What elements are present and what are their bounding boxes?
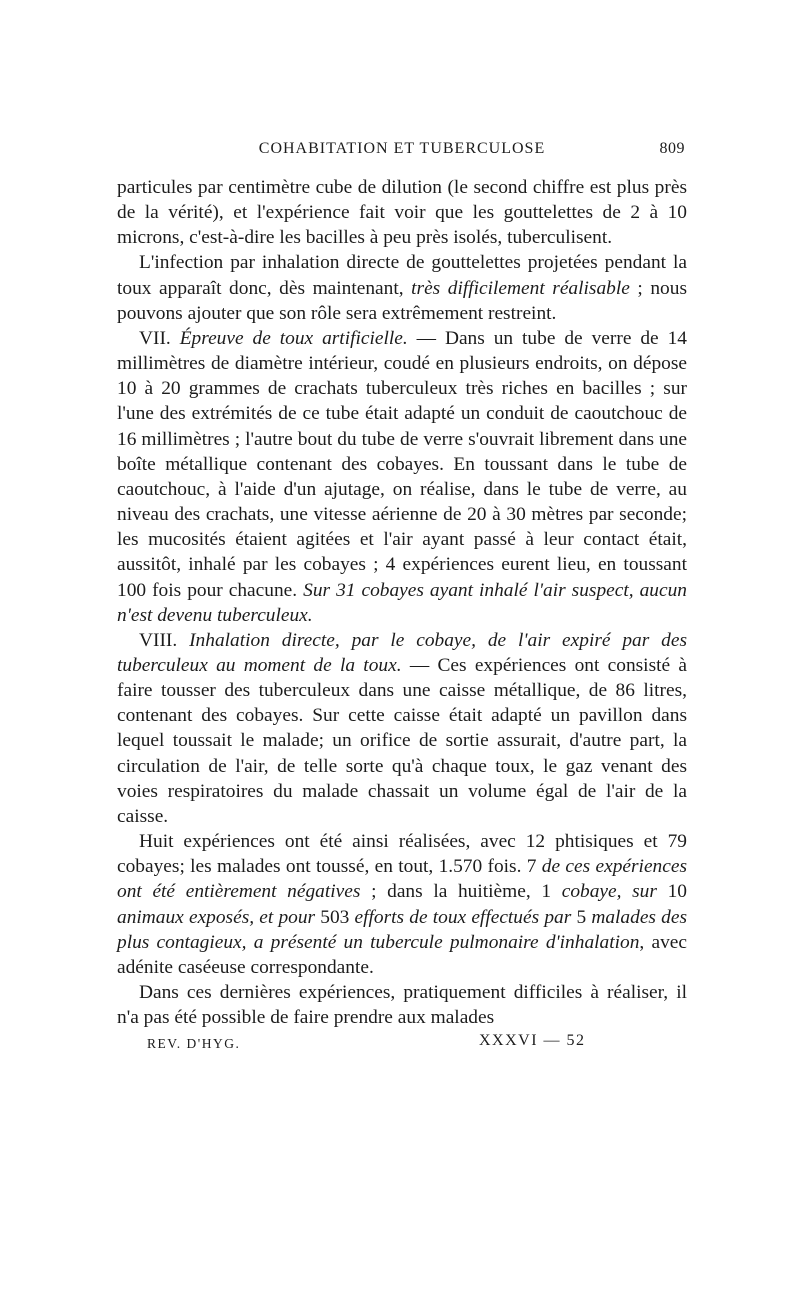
- body-text: [117, 175, 687, 1030]
- text-run: 5: [571, 906, 592, 928]
- text-run: , avec adénite caséeuse correspondante.: [117, 931, 687, 978]
- paragraph-results: [117, 829, 687, 980]
- italic-text: animaux exposés, et pour: [117, 906, 316, 928]
- text-run: 503: [315, 906, 355, 928]
- page: [117, 140, 687, 1056]
- volume-signature: XXXVI — 52: [479, 1032, 586, 1050]
- text-run: ; nous pouvons ajouter que son rôle sera extrêmement restreint.: [117, 277, 687, 324]
- text-run: L'infection par inhalation directe de gouttelettes projetées pendant la toux apparaît donc, dès maintenant,: [117, 252, 687, 299]
- italic-text: Inhalation directe, par le cobaye, de l'air expiré par des tuberculeux au moment de la toux.: [117, 629, 687, 676]
- italic-text: efforts de toux effectués par: [354, 906, 572, 928]
- page-footer: [117, 1032, 687, 1056]
- italic-text: cobaye, sur: [561, 881, 657, 903]
- text-run: particules par centimètre cube de dilution (le second chiffre est plus près de la vérité), et l'expérience fait voir que les gouttelettes de 2 à 10 microns, c'est-à-dire les bacilles à peu près isolés, tuberculisent.: [117, 177, 687, 249]
- paragraph-final: [117, 980, 687, 1030]
- text-run: ; dans la huitième, 1: [360, 881, 562, 903]
- text-run: — Ces expériences ont consisté à faire tousser des tuberculeux dans une caisse métallique, de 86 litres, contenant des cobayes. Sur cette caisse était adapté un pavillon dans lequel toussait le malade; un orifice de sortie assurait, d'autre part, la circulation de l'air, de telle sorte qu'à chaque toux, le gaz venant des voies respiratoires du malade chassait un volume égal de l'air de la caisse.: [117, 654, 687, 827]
- paragraph-section-vii: [117, 326, 687, 628]
- page-number: 809: [659, 140, 685, 157]
- italic-text: Épreuve de toux artificielle.: [179, 327, 408, 349]
- text-run: VIII.: [139, 629, 190, 651]
- running-title: COHABITATION ET TUBERCULOSE: [258, 140, 546, 157]
- italic-text: très difficilement réalisable: [411, 277, 630, 299]
- text-run: VII.: [139, 327, 180, 349]
- journal-signature: REV. D'HYG.: [147, 1036, 241, 1052]
- text-run: 10: [656, 881, 687, 903]
- text-run: — Dans un tube de verre de 14 millimètres de diamètre intérieur, coudé en plusieurs endroits, on dépose 10 à 20 grammes de crachats tuberculeux très riches en bacilles ; sur l'une des extrémités de ce tube était adapté un conduit de caoutchouc de 16 millimètres ; l'autre bout du tube de verre s'ouvrait librement dans une boîte métallique contenant des cobayes. En toussant dans le tube de caoutchouc, à l'aide d'un ajutage, on réalise, dans le tube de verre, au niveau des crachats, une vitesse aérienne de 20 à 30 mètres par seconde; les mucosités étaient agitées et l'air ayant passé à leur contact était, aussitôt, inhalé par les cobayes ; 4 expériences eurent lieu, en toussant 100 fois pour chacune.: [117, 327, 687, 601]
- italic-text: malades des plus contagieux, a présenté un tubercule pulmonaire d'inhalation: [117, 906, 688, 953]
- paragraph-inhalation-conclusion: [117, 250, 687, 325]
- italic-text: Sur 31 cobayes ayant inhalé l'air suspect, aucun n'est devenu tuberculeux.: [117, 579, 687, 626]
- paragraph-continuation: [117, 175, 687, 250]
- italic-text: de ces expériences ont été entièrement négatives: [117, 856, 688, 903]
- text-run: Huit expériences ont été ainsi réalisées, avec 12 phtisiques et 79 cobayes; les malades ont toussé, en tout, 1.570 fois. 7: [117, 831, 687, 878]
- text-run: Dans ces dernières expériences, pratiquement difficiles à réaliser, il n'a pas été possible de faire prendre aux malades: [117, 982, 687, 1029]
- paragraph-section-viii: [117, 628, 687, 829]
- running-header: [117, 140, 687, 166]
